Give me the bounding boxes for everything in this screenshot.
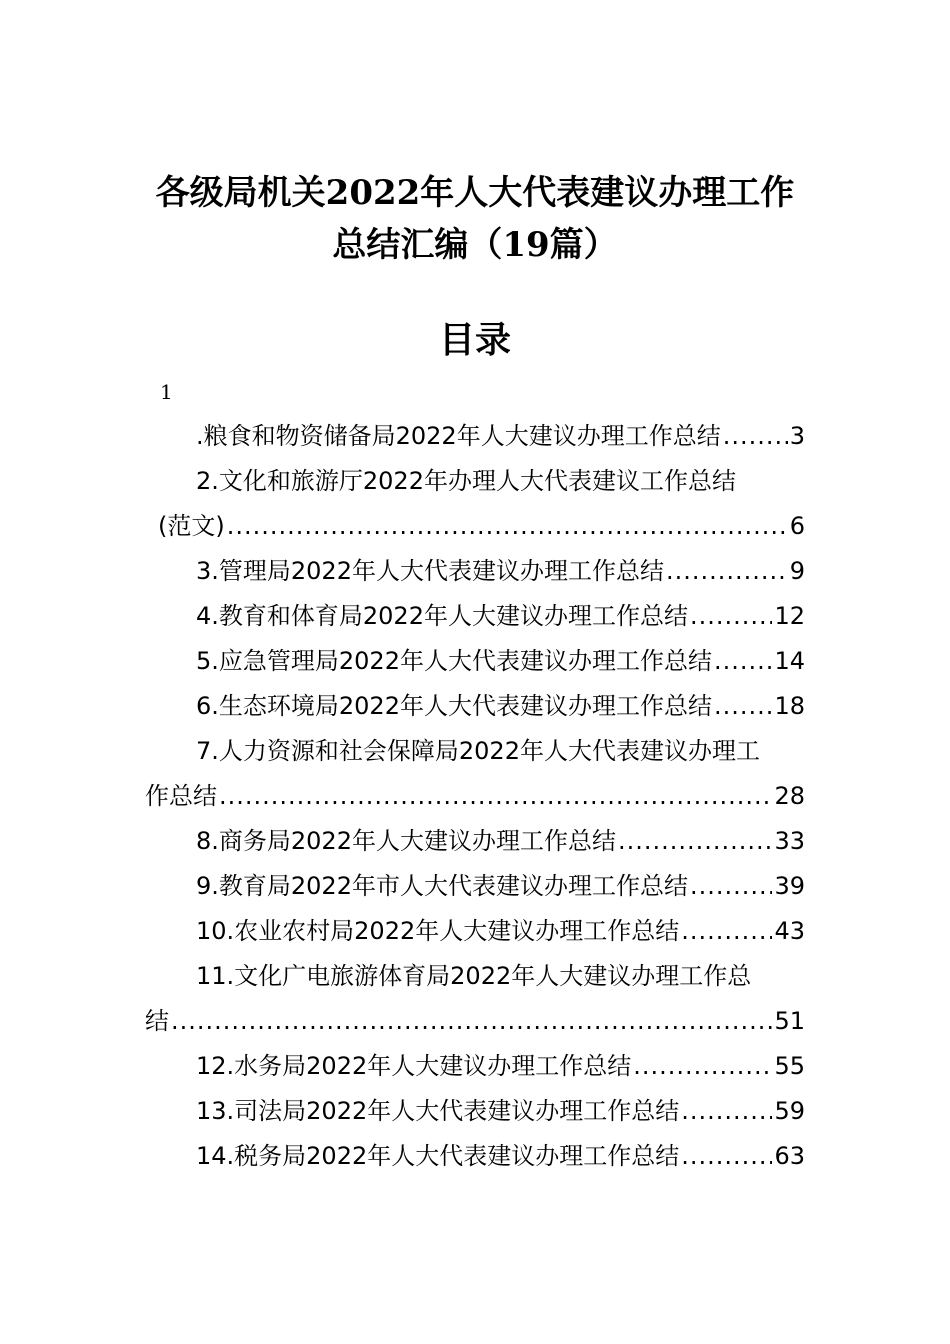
toc-leader [681, 1093, 772, 1129]
toc-entry-title-line-1[interactable]: 7.人力资源和社会保障局2022年人大代表建议办理工 [196, 737, 760, 765]
toc-entry-continuation[interactable] [158, 508, 805, 544]
toc-leader [714, 643, 772, 679]
toc-entry-page: 59 [774, 1097, 805, 1125]
toc-entry-title: 4.教育和体育局2022年人大建议办理工作总结 [196, 602, 688, 630]
toc-leader [690, 598, 772, 634]
toc-entry-title: 13.司法局2022年人大代表建议办理工作总结 [196, 1097, 680, 1125]
toc-entry-title: 5.应急管理局2022年人大代表建议办理工作总结 [196, 647, 712, 675]
toc-entry[interactable] [196, 868, 805, 904]
toc-entry-page: 55 [774, 1052, 805, 1080]
toc-leader [171, 1003, 772, 1039]
toc-leader [618, 823, 772, 859]
toc-entry-title-line-2: (范文) [158, 512, 225, 540]
toc-entry-page: 39 [774, 872, 805, 900]
toc-entry[interactable] [196, 823, 805, 859]
toc-entry-title-line-1[interactable]: 2.文化和旅游厅2022年办理人大代表建议工作总结 [196, 467, 736, 495]
page-number-marker: 1 [160, 380, 173, 404]
toc-entry[interactable] [196, 1093, 805, 1129]
toc-entry-page: 18 [774, 692, 805, 720]
toc-entry[interactable] [196, 553, 805, 589]
toc-leader [666, 553, 788, 589]
toc-leader [723, 418, 788, 454]
toc-entry-page: 3 [789, 422, 805, 450]
toc-entry-page: 33 [774, 827, 805, 855]
toc-entry-title: .粮食和物资储备局2022年人大建议办理工作总结 [196, 422, 721, 450]
toc-entry-title: 9.教育局2022年市人大代表建议办理工作总结 [196, 872, 688, 900]
toc-entry-title-line-2: 结 [145, 1007, 169, 1035]
toc-entry[interactable] [196, 598, 805, 634]
toc-entry-title-line-1[interactable]: 11.文化广电旅游体育局2022年人大建议办理工作总 [196, 962, 752, 990]
toc-entry-title: 8.商务局2022年人大建议办理工作总结 [196, 827, 616, 855]
toc-leader [219, 778, 772, 814]
toc-leader [681, 913, 772, 949]
toc-entry-title-line-2: 作总结 [145, 782, 217, 810]
toc-heading: 目录 [438, 319, 511, 361]
toc-entry-title: 10.农业农村局2022年人大建议办理工作总结 [196, 917, 680, 945]
toc-entry-continuation[interactable] [145, 1003, 805, 1039]
toc-entry[interactable] [196, 913, 805, 949]
toc-leader [633, 1048, 772, 1084]
toc-leader [714, 688, 772, 724]
toc-leader [227, 508, 788, 544]
toc-entry-title: 12.水务局2022年人大建议办理工作总结 [196, 1052, 632, 1080]
toc-entry[interactable] [196, 1048, 805, 1084]
toc-entry-page: 28 [774, 782, 805, 810]
toc-entry[interactable] [196, 1138, 805, 1174]
toc-entry-page: 43 [774, 917, 805, 945]
toc-leader [681, 1138, 772, 1174]
toc-entry-page: 63 [774, 1142, 805, 1170]
toc-entry[interactable] [196, 688, 805, 724]
toc-entry-page: 14 [774, 647, 805, 675]
toc-entry-title: 14.税务局2022年人大代表建议办理工作总结 [196, 1142, 680, 1170]
document-title-line-2: 总结汇编（19篇） [332, 225, 618, 265]
toc-entry-page: 9 [789, 557, 805, 585]
toc-entry-page: 51 [774, 1007, 805, 1035]
toc-leader [690, 868, 772, 904]
document-title-line-1: 各级局机关2022年人大代表建议办理工作 [155, 173, 795, 213]
toc-entry[interactable] [196, 643, 805, 679]
toc-entry-title: 6.生态环境局2022年人大代表建议办理工作总结 [196, 692, 712, 720]
toc-entry-continuation[interactable] [145, 778, 805, 814]
toc-entry[interactable] [196, 418, 805, 454]
toc-entry-title: 3.管理局2022年人大代表建议办理工作总结 [196, 557, 664, 585]
toc-entry-page: 12 [774, 602, 805, 630]
toc-entry-page: 6 [789, 512, 805, 540]
